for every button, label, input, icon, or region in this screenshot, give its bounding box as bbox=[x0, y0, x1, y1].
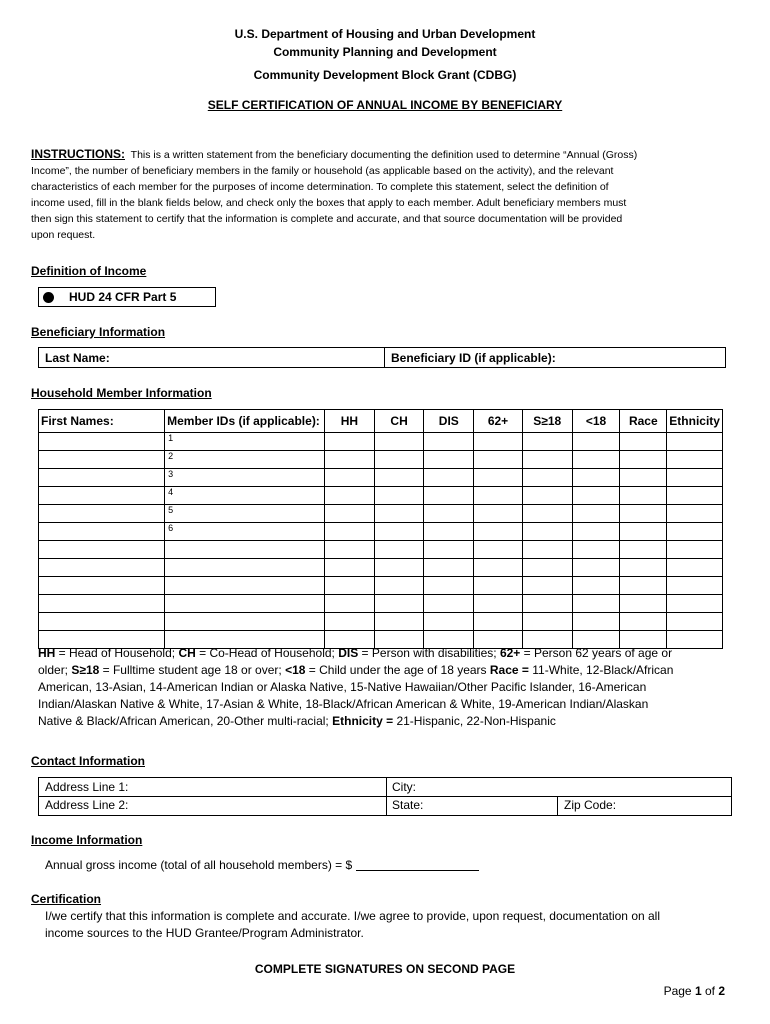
checkbox-cell[interactable] bbox=[572, 451, 620, 469]
checkbox-cell[interactable] bbox=[667, 559, 723, 577]
address-line1-field[interactable]: Address Line 1: bbox=[45, 780, 129, 794]
legend-line bbox=[38, 713, 738, 730]
divider bbox=[557, 796, 558, 815]
checkbox-cell[interactable] bbox=[374, 487, 424, 505]
definition-title: Definition of Income bbox=[31, 264, 147, 278]
column-header: First Names: bbox=[39, 410, 165, 433]
certification-text bbox=[45, 908, 735, 942]
checkbox-cell[interactable] bbox=[474, 469, 523, 487]
first-name-cell[interactable] bbox=[39, 433, 165, 451]
income-title: Income Information bbox=[31, 833, 143, 847]
instructions-line: Income”, the number of beneficiary members in the family or household (as applicable based on the activity), and the relevant bbox=[31, 165, 614, 177]
checkbox-cell[interactable] bbox=[325, 613, 375, 631]
agency-name: U.S. Department of Housing and Urban Development bbox=[234, 27, 536, 41]
beneficiary-id-field[interactable]: Beneficiary ID (if applicable): bbox=[391, 351, 556, 365]
state-field[interactable]: State: bbox=[392, 798, 424, 812]
checkbox-cell[interactable] bbox=[374, 559, 424, 577]
certification-line: I/we certify that this information is complete and accurate. I/we agree to provide, upon request, documentation on all bbox=[45, 909, 661, 923]
checkbox-cell[interactable] bbox=[572, 487, 620, 505]
column-header: S≥18 bbox=[522, 410, 572, 433]
legend-text: = Fulltime student age 18 or over; bbox=[99, 663, 286, 677]
checkbox-cell[interactable] bbox=[620, 613, 667, 631]
column-legend bbox=[38, 645, 738, 730]
member-id-cell[interactable] bbox=[165, 595, 325, 613]
checkbox-cell[interactable] bbox=[424, 469, 474, 487]
first-name-cell[interactable] bbox=[39, 523, 165, 541]
legend-line bbox=[38, 645, 738, 662]
legend-text: S≥18 bbox=[71, 663, 100, 677]
checkbox-cell[interactable] bbox=[474, 559, 523, 577]
table-row bbox=[39, 469, 723, 487]
checkbox-cell[interactable] bbox=[667, 577, 723, 595]
page-total: 2 bbox=[718, 984, 725, 998]
checkbox-cell[interactable] bbox=[424, 541, 474, 559]
divider bbox=[384, 348, 385, 367]
checkbox-cell[interactable] bbox=[667, 541, 723, 559]
table-row bbox=[39, 559, 723, 577]
checkbox-cell[interactable] bbox=[325, 541, 375, 559]
checkbox-cell[interactable] bbox=[667, 433, 723, 451]
checkbox-cell[interactable] bbox=[667, 523, 723, 541]
checkbox-cell[interactable] bbox=[667, 469, 723, 487]
checkbox-cell[interactable] bbox=[572, 505, 620, 523]
column-header: <18 bbox=[572, 410, 620, 433]
instructions-line: upon request. bbox=[31, 229, 96, 241]
table-row bbox=[39, 433, 723, 451]
column-header: CH bbox=[374, 410, 424, 433]
checkbox-cell[interactable] bbox=[424, 595, 474, 613]
checkbox-cell[interactable] bbox=[522, 577, 572, 595]
contact-title: Contact Information bbox=[31, 754, 145, 768]
member-id-cell[interactable] bbox=[165, 541, 325, 559]
last-name-field[interactable]: Last Name: bbox=[45, 351, 110, 365]
legend-text: CH bbox=[178, 646, 196, 660]
checkbox-cell[interactable] bbox=[424, 613, 474, 631]
checkbox-cell[interactable] bbox=[620, 595, 667, 613]
checkbox-cell[interactable] bbox=[522, 487, 572, 505]
checkbox-cell[interactable] bbox=[620, 451, 667, 469]
checkbox-cell[interactable] bbox=[572, 577, 620, 595]
office-name: Community Planning and Development bbox=[273, 45, 497, 59]
member-id-cell[interactable] bbox=[165, 577, 325, 595]
signatures-note: COMPLETE SIGNATURES ON SECOND PAGE bbox=[254, 962, 516, 976]
zip-code-field[interactable]: Zip Code: bbox=[564, 798, 617, 812]
table-header-row bbox=[39, 410, 723, 433]
beneficiary-box bbox=[38, 347, 726, 368]
column-header: Race bbox=[620, 410, 667, 433]
checkbox-cell[interactable] bbox=[325, 433, 375, 451]
instructions-line: This is a written statement from the beneficiary documenting the definition used to determine “Annual (Gross) bbox=[130, 149, 638, 161]
checkbox-cell[interactable] bbox=[374, 469, 424, 487]
table-row bbox=[39, 595, 723, 613]
legend-text: = Child under the age of 18 years bbox=[305, 663, 490, 677]
form-title: SELF CERTIFICATION OF ANNUAL INCOME BY BENEFICIARY bbox=[207, 98, 563, 112]
checkbox-cell[interactable] bbox=[374, 595, 424, 613]
checkbox-cell[interactable] bbox=[424, 523, 474, 541]
checkbox-cell[interactable] bbox=[325, 577, 375, 595]
member-id-cell[interactable]: 3 bbox=[165, 469, 325, 487]
instructions-block bbox=[31, 146, 741, 243]
first-name-cell[interactable] bbox=[39, 505, 165, 523]
checkbox-cell[interactable] bbox=[474, 523, 523, 541]
checkbox-cell[interactable] bbox=[572, 433, 620, 451]
page-number bbox=[664, 984, 725, 998]
checkbox-cell[interactable] bbox=[522, 505, 572, 523]
checkbox-cell[interactable] bbox=[620, 433, 667, 451]
checkbox-cell[interactable] bbox=[474, 505, 523, 523]
legend-text: = Person with disabilities; bbox=[358, 646, 500, 660]
legend-text: = Person 62 years of age or bbox=[520, 646, 673, 660]
checkbox-cell[interactable] bbox=[374, 523, 424, 541]
contact-box bbox=[38, 777, 732, 816]
checkbox-cell[interactable] bbox=[522, 523, 572, 541]
beneficiary-title: Beneficiary Information bbox=[31, 325, 166, 339]
page-current: 1 bbox=[694, 984, 702, 998]
instructions-line: then sign this statement to certify that the information is complete and accurate, and that source documentation will be provided bbox=[31, 213, 623, 225]
instructions-label: INSTRUCTIONS: bbox=[31, 147, 125, 161]
member-id-cell[interactable]: 2 bbox=[165, 451, 325, 469]
instructions-line: characteristics of each member for the purposes of income determination. To complete this statement, select the definition of bbox=[31, 181, 609, 193]
legend-text: 11-White, 12-Black/African bbox=[528, 663, 674, 677]
income-line bbox=[45, 858, 479, 872]
legend-text: DIS bbox=[338, 646, 359, 660]
legend-text: 21-Hispanic, 22-Non-Hispanic bbox=[393, 714, 556, 728]
city-field[interactable]: City: bbox=[392, 780, 416, 794]
checkbox-cell[interactable] bbox=[325, 559, 375, 577]
checkbox-cell[interactable] bbox=[474, 595, 523, 613]
household-table bbox=[38, 409, 723, 649]
checkbox-cell[interactable] bbox=[424, 577, 474, 595]
page-of: of bbox=[701, 984, 719, 998]
checkbox-cell[interactable] bbox=[667, 595, 723, 613]
checkbox-cell[interactable] bbox=[620, 577, 667, 595]
checkbox-cell[interactable] bbox=[474, 487, 523, 505]
certification-line: income sources to the HUD Grantee/Program Administrator. bbox=[45, 926, 364, 940]
checkbox-cell[interactable] bbox=[667, 505, 723, 523]
checkbox-cell[interactable] bbox=[522, 595, 572, 613]
checkbox-cell[interactable] bbox=[424, 505, 474, 523]
legend-text: Indian/Alaskan Native & White, 17-Asian & White, 18-Black/African American & White, 19-American Indian/Alaskan bbox=[38, 697, 649, 711]
member-id-cell[interactable]: 4 bbox=[165, 487, 325, 505]
first-name-cell[interactable] bbox=[39, 451, 165, 469]
checkbox-cell[interactable] bbox=[572, 613, 620, 631]
legend-text: Ethnicity = bbox=[332, 714, 394, 728]
checkbox-cell[interactable] bbox=[620, 505, 667, 523]
legend-text: <18 bbox=[285, 663, 306, 677]
checkbox-cell[interactable] bbox=[374, 613, 424, 631]
legend-text: older; bbox=[38, 663, 72, 677]
checkbox-cell[interactable] bbox=[474, 577, 523, 595]
checkbox-cell[interactable] bbox=[522, 613, 572, 631]
legend-line bbox=[38, 679, 738, 696]
divider bbox=[39, 796, 731, 797]
checkbox-cell[interactable] bbox=[620, 559, 667, 577]
column-header: DIS bbox=[424, 410, 474, 433]
checkbox-cell[interactable] bbox=[572, 559, 620, 577]
checkbox-cell[interactable] bbox=[374, 505, 424, 523]
member-id-cell[interactable]: 5 bbox=[165, 505, 325, 523]
legend-text: = Co-Head of Household; bbox=[195, 646, 339, 660]
legend-text: Native & Black/African American, 20-Other multi-racial; bbox=[38, 714, 333, 728]
first-name-cell[interactable] bbox=[39, 469, 165, 487]
legend-text: HH bbox=[38, 646, 56, 660]
checkbox-cell[interactable] bbox=[522, 451, 572, 469]
member-id-cell[interactable] bbox=[165, 613, 325, 631]
definition-option-label: HUD 24 CFR Part 5 bbox=[69, 290, 177, 304]
checkbox-cell[interactable] bbox=[325, 595, 375, 613]
first-name-cell[interactable] bbox=[39, 613, 165, 631]
column-header: Ethnicity bbox=[667, 410, 723, 433]
table-row bbox=[39, 541, 723, 559]
checkbox-cell[interactable] bbox=[424, 433, 474, 451]
checkbox-cell[interactable] bbox=[325, 505, 375, 523]
checkbox-cell[interactable] bbox=[374, 577, 424, 595]
divider bbox=[386, 778, 387, 815]
table-row bbox=[39, 505, 723, 523]
legend-text: = Head of Household; bbox=[55, 646, 179, 660]
first-name-cell[interactable] bbox=[39, 487, 165, 505]
definition-option[interactable] bbox=[38, 287, 216, 307]
column-header: HH bbox=[325, 410, 375, 433]
first-name-cell[interactable] bbox=[39, 595, 165, 613]
program-name: Community Development Block Grant (CDBG) bbox=[253, 68, 517, 82]
column-header: 62+ bbox=[474, 410, 523, 433]
member-id-cell[interactable] bbox=[165, 559, 325, 577]
household-title: Household Member Information bbox=[31, 386, 212, 400]
checkbox-cell[interactable] bbox=[424, 559, 474, 577]
radio-selected-icon[interactable] bbox=[43, 292, 54, 303]
checkbox-cell[interactable] bbox=[522, 541, 572, 559]
income-amount-field[interactable] bbox=[356, 858, 479, 871]
checkbox-cell[interactable] bbox=[522, 433, 572, 451]
checkbox-cell[interactable] bbox=[522, 469, 572, 487]
checkbox-cell[interactable] bbox=[572, 541, 620, 559]
legend-text: 62+ bbox=[499, 646, 521, 660]
first-name-cell[interactable] bbox=[39, 577, 165, 595]
checkbox-cell[interactable] bbox=[325, 469, 375, 487]
checkbox-cell[interactable] bbox=[620, 487, 667, 505]
table-row bbox=[39, 523, 723, 541]
address-line2-field[interactable]: Address Line 2: bbox=[45, 798, 129, 812]
checkbox-cell[interactable] bbox=[474, 433, 523, 451]
checkbox-cell[interactable] bbox=[325, 451, 375, 469]
member-id-cell[interactable]: 1 bbox=[165, 433, 325, 451]
page-prefix: Page bbox=[663, 984, 695, 998]
checkbox-cell[interactable] bbox=[667, 613, 723, 631]
checkbox-cell[interactable] bbox=[620, 523, 667, 541]
checkbox-cell[interactable] bbox=[374, 433, 424, 451]
checkbox-cell[interactable] bbox=[424, 451, 474, 469]
column-header: Member IDs (if applicable): bbox=[165, 410, 325, 433]
first-name-cell[interactable] bbox=[39, 559, 165, 577]
checkbox-cell[interactable] bbox=[620, 469, 667, 487]
checkbox-cell[interactable] bbox=[572, 523, 620, 541]
checkbox-cell[interactable] bbox=[572, 469, 620, 487]
table-row bbox=[39, 613, 723, 631]
legend-text: Race = bbox=[489, 663, 529, 677]
checkbox-cell[interactable] bbox=[474, 451, 523, 469]
legend-line bbox=[38, 696, 738, 713]
checkbox-cell[interactable] bbox=[572, 595, 620, 613]
legend-line bbox=[38, 662, 738, 679]
checkbox-cell[interactable] bbox=[325, 523, 375, 541]
checkbox-cell[interactable] bbox=[667, 487, 723, 505]
checkbox-cell[interactable] bbox=[325, 487, 375, 505]
checkbox-cell[interactable] bbox=[522, 559, 572, 577]
member-id-cell[interactable]: 6 bbox=[165, 523, 325, 541]
certification-title: Certification bbox=[31, 892, 102, 906]
checkbox-cell[interactable] bbox=[374, 451, 424, 469]
checkbox-cell[interactable] bbox=[474, 613, 523, 631]
table-row bbox=[39, 451, 723, 469]
table-row bbox=[39, 577, 723, 595]
instructions-line: income used, fill in the blank fields below, and check only the boxes that apply to each member. Adult beneficiary members must bbox=[31, 197, 627, 209]
first-name-cell[interactable] bbox=[39, 541, 165, 559]
checkbox-cell[interactable] bbox=[424, 487, 474, 505]
checkbox-cell[interactable] bbox=[620, 541, 667, 559]
legend-text: American, 13-Asian, 14-American Indian or Alaska Native, 15-Native Hawaiian/Other Pacific Islander, 16-American bbox=[38, 680, 647, 694]
checkbox-cell[interactable] bbox=[374, 541, 424, 559]
income-label: Annual gross income (total of all household members) = $ bbox=[45, 858, 353, 872]
table-row bbox=[39, 487, 723, 505]
checkbox-cell[interactable] bbox=[474, 541, 523, 559]
checkbox-cell[interactable] bbox=[667, 451, 723, 469]
